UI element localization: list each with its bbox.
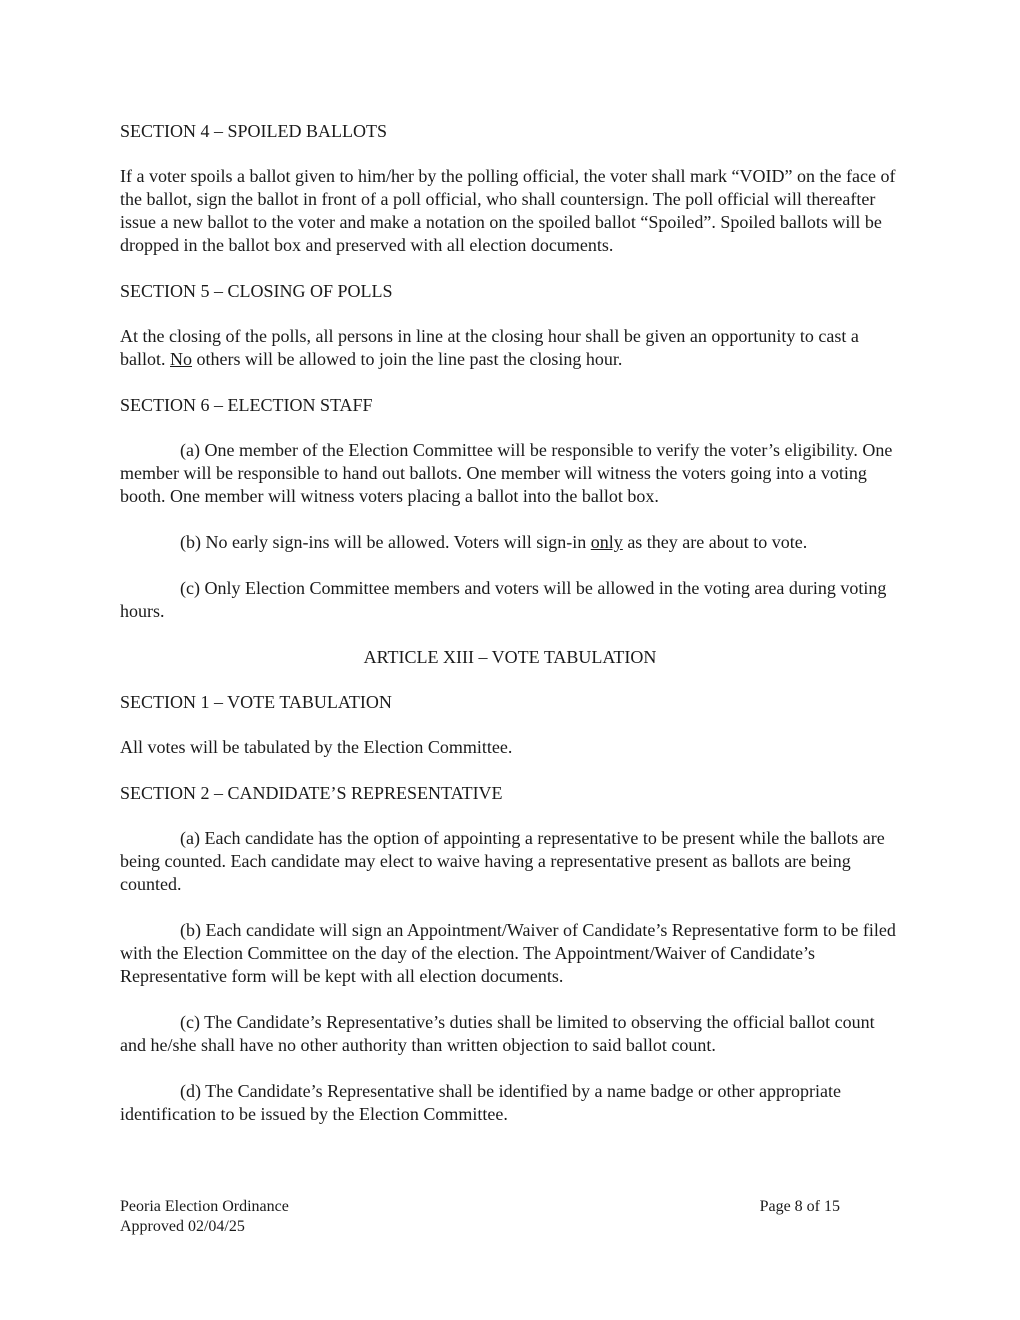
section-5-body-post: others will be allowed to join the line past the closing hour. <box>192 349 623 369</box>
article-13-section-2-heading: SECTION 2 – CANDIDATE’S REPRESENTATIVE <box>120 783 503 803</box>
article-13-title: ARTICLE XIII – VOTE TABULATION <box>363 647 657 667</box>
section-6-item-b-pre: (b) No early sign-ins will be allowed. Voters will sign-in <box>180 532 591 552</box>
section-5-body-underline: No <box>170 349 192 369</box>
footer-page-number: Page 8 of 15 <box>759 1198 840 1215</box>
page-footer <box>120 1197 840 1237</box>
section-6-item-a: (a) One member of the Election Committee will be responsible to verify the voter’s eligibility. One member will be responsible to hand out ballots. One member will witness the voters going into a voting booth. One member will witness voters placing a ballot into the ballot box. <box>120 440 893 506</box>
article-13-section-1-body: All votes will be tabulated by the Election Committee. <box>120 737 513 757</box>
section-4-body: If a voter spoils a ballot given to him/her by the polling official, the voter shall mark “VOID” on the face of the ballot, sign the ballot in front of a poll official, who shall countersign. The poll official will thereafter issue a new ballot to the voter and make a notation on the spoiled ballot “Spoiled”. Spoiled ballots will be dropped in the ballot box and preserved with all election documents. <box>120 166 896 255</box>
section-6-item-b <box>120 531 900 554</box>
footer-doc-title: Peoria Election Ordinance <box>120 1198 289 1215</box>
footer-left <box>120 1197 289 1237</box>
section-6-item-b-post: as they are about to vote. <box>622 532 808 552</box>
article-13-section-1-heading: SECTION 1 – VOTE TABULATION <box>120 692 392 712</box>
section-5-body-pre: At the closing of the polls, all persons in line at the closing hour shall be given an opportunity to cast a ballot. <box>120 326 859 369</box>
section-6-item-c: (c) Only Election Committee members and voters will be allowed in the voting area during voting hours. <box>120 578 887 621</box>
footer-approved-date: Approved 02/04/25 <box>120 1218 245 1235</box>
section-6-heading: SECTION 6 – ELECTION STAFF <box>120 395 373 415</box>
section-6-item-b-underline: only <box>590 532 623 552</box>
section-4-heading: SECTION 4 – SPOILED BALLOTS <box>120 121 388 141</box>
document-page <box>120 120 900 1149</box>
section-5-body <box>120 325 900 371</box>
article-13-section-2-item-c: (c) The Candidate’s Representative’s duties shall be limited to observing the official ballot count and he/she shall have no other authority than written objection to said ballot count. <box>120 1012 875 1055</box>
article-13-section-2-item-a: (a) Each candidate has the option of appointing a representative to be present while the ballots are being counted. Each candidate may elect to waive having a representative present as ballots are being counted. <box>120 828 885 894</box>
article-13-section-2-item-b: (b) Each candidate will sign an Appointment/Waiver of Candidate’s Representative form to be filed with the Election Committee on the day of the election. The Appointment/Waiver of Candidate’s Representative form will be kept with all election documents. <box>120 920 896 986</box>
article-13-section-2-item-d: (d) The Candidate’s Representative shall be identified by a name badge or other appropriate identification to be issued by the Election Committee. <box>120 1081 841 1124</box>
section-5-heading: SECTION 5 – CLOSING OF POLLS <box>120 281 393 301</box>
